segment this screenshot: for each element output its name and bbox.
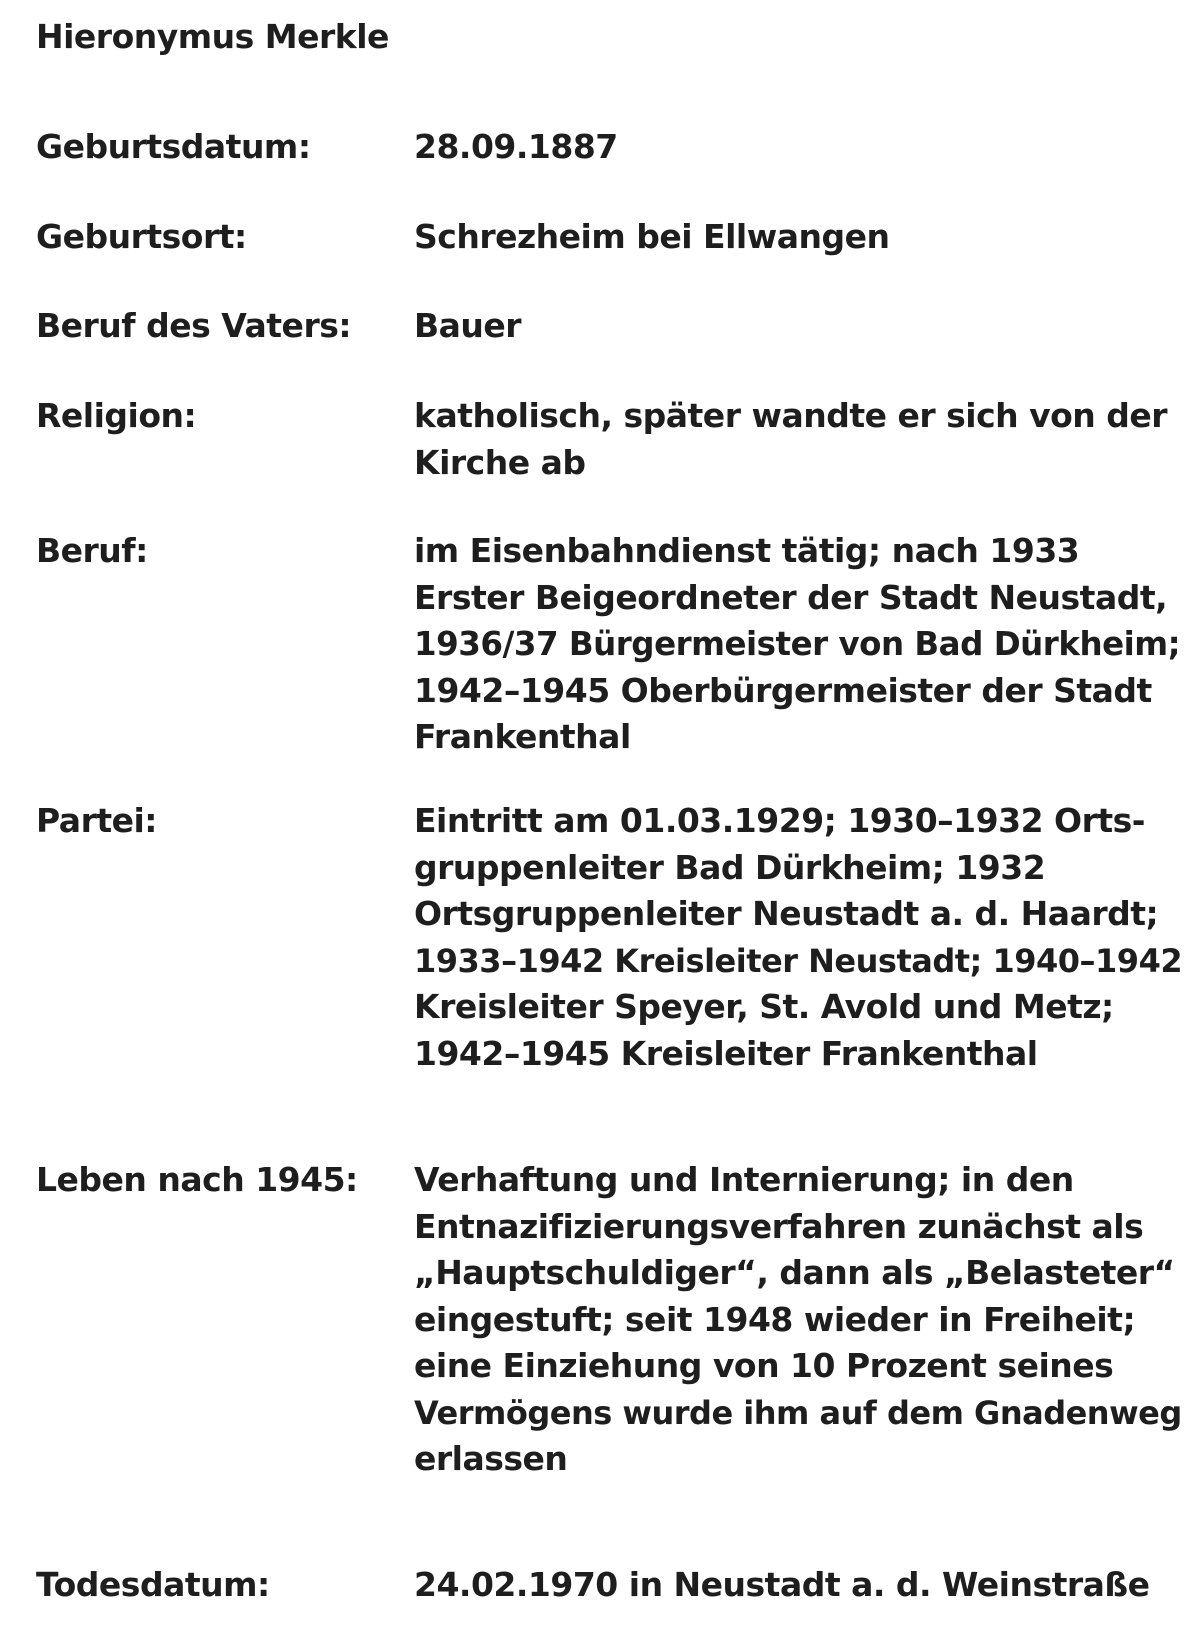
value-line: im Eisenbahndienst tätig; nach 1933 [414, 531, 1080, 570]
value-line: Bauer [414, 306, 522, 345]
value-line: Vermögens wurde ihm auf dem Gnadenweg [414, 1393, 1182, 1432]
value-line: Frankenthal [414, 717, 631, 756]
row-label: Religion: [36, 396, 197, 435]
value-line: 1942–1945 Kreisleiter Frankenthal [414, 1033, 1038, 1073]
row-value [414, 214, 1174, 261]
page-title: Hieronymus Merkle [36, 17, 389, 56]
row-label: Beruf: [36, 531, 148, 570]
value-line: Schrezheim bei Ellwangen [414, 217, 890, 256]
value-line: 1933–1942 Kreisleiter Neustadt; 1940–1942 [414, 941, 1183, 980]
row-label: Geburtsdatum: [36, 127, 311, 166]
value-line: 24.02.1970 in Neustadt a. d. Weinstraße [414, 1565, 1150, 1604]
value-line: Kreisleiter Speyer, St. Avold und Metz; [414, 987, 1114, 1026]
value-line: 1936/37 Bürgermeister von Bad Dürkheim; [414, 625, 1181, 663]
value-line: katholisch, später wandte er sich von der [414, 396, 1168, 435]
row-value [414, 124, 1174, 171]
value-line: 1942–1945 Oberbürgermeister der Stadt [414, 670, 1152, 710]
value-line: eine Einziehung von 10 Prozent seines [414, 1346, 1114, 1385]
value-line: Kirche ab [414, 442, 586, 482]
value-line: Erster Beigeordneter der Stadt Neustadt, [414, 577, 1168, 617]
row-value [414, 528, 1181, 761]
row-value [414, 393, 1174, 486]
row-label: Beruf des Vaters: [36, 306, 352, 345]
row-value [414, 1157, 1182, 1483]
value-line: Eintritt am 01.03.1929; 1930–1932 Orts- [414, 801, 1145, 840]
row-value [414, 798, 1183, 1077]
row-label: Leben nach 1945: [36, 1160, 358, 1199]
value-line: Entnazifizierungsverfahren zunächst als [414, 1206, 1144, 1246]
value-line: gruppenleiter Bad Dürkheim; 1932 [414, 847, 1046, 887]
row-value [414, 303, 1174, 350]
value-line: Verhaftung und Internierung; in den [414, 1160, 1074, 1199]
row-label: Todesdatum: [36, 1565, 270, 1604]
value-line: 28.09.1887 [414, 127, 618, 166]
value-line: erlassen [414, 1439, 568, 1478]
value-line: eingestuft; seit 1948 wieder in Freiheit; [414, 1299, 1136, 1339]
value-line: Ortsgruppenleiter Neustadt a. d. Haardt; [414, 894, 1159, 933]
value-line: „Hauptschuldiger“, dann als „Belasteter“ [414, 1253, 1175, 1292]
row-value [414, 1562, 1174, 1609]
row-label: Partei: [36, 801, 158, 840]
row-label: Geburtsort: [36, 217, 247, 256]
